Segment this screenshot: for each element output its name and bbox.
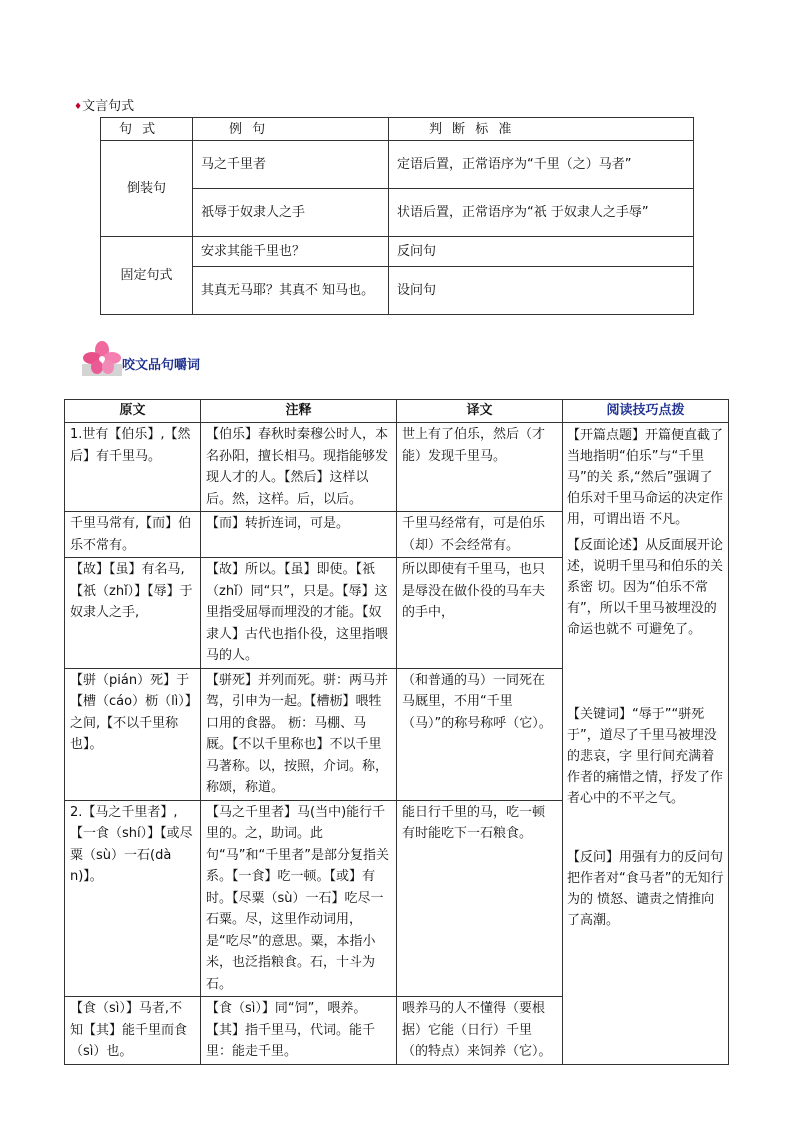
group-name: 倒装句: [101, 141, 193, 237]
original-cell: 【骈（pián）死】于【槽（cáo）枥（lì）】之间,【不以千里称也】。: [65, 668, 201, 800]
notes-cell: 【而】转折连词，可是。: [201, 512, 397, 558]
notes-cell: 【伯乐】春秋时秦穆公时人，本名孙阳，擅长相马。现指能够发现人才的人。【然后】这样以后。然，这样。后，以后。: [201, 423, 397, 512]
notes-cell: 【骈死】并列而死。骈：两马并驾，引申为一起。【槽枥】喂牲口用的食器。 枥：马棚、马厩。【不以千里称也】不以千里马著称。以，按照，介词。称，称颂，称道。: [201, 668, 397, 800]
flower-icon: [82, 340, 122, 376]
original-cell: 【食（sì）】马者,不知【其】能千里而食（sì）也。: [65, 997, 201, 1065]
example-cell: 其真无马耶？其真不 知马也。: [193, 267, 389, 315]
group-name: 固定句式: [101, 237, 193, 315]
notes-cell: 【故】所以。【虽】即使。【祇（zhǐ）同“只”，只是。【辱】这里指受屈辱而埋没的才能。【奴隶人】古代也指仆役，这里指喂马的人。: [201, 558, 397, 669]
translation-cell: 千里马经常有，可是伯乐（却）不会经常有。: [397, 512, 563, 558]
section-title-text: 咬文品句嚼词: [122, 358, 201, 373]
table-row: [65, 423, 729, 512]
example-cell: 马之千里者: [193, 141, 389, 189]
sentence-pattern-table: [100, 117, 694, 315]
judgment-cell: 定语后置，正常语序为“千里（之）马者”: [389, 141, 694, 189]
header-notes: 注释: [201, 400, 397, 423]
header-example: 例 句: [193, 118, 389, 141]
header-original: 原文: [65, 400, 201, 423]
translation-cell: 所以即使有千里马，也只是辱没在做仆役的马车夫的手中，: [397, 558, 563, 669]
table-row: [101, 237, 694, 267]
header-translation: 译文: [397, 400, 563, 423]
notes-cell: 【食（sì）】同“饲”，喂养。【其】指千里马，代词。能千里：能走千里。: [201, 997, 397, 1065]
example-cell: 安求其能千里也？: [193, 237, 389, 267]
diamond-bullet-icon: ♦: [74, 102, 83, 112]
table-header-row: [65, 400, 729, 423]
header-pattern: 句 式: [101, 118, 193, 141]
original-cell: 【故】【虽】有名马,【祇（zhǐ）】【辱】于奴隶人之手,: [65, 558, 201, 669]
header-judgment: 判 断 标 准: [389, 118, 694, 141]
section-title-text: 文言句式: [82, 99, 135, 114]
tip-paragraph: 【开篇点题】开篇便直截了当地指明“伯乐”与“千里马”的关 系,“然后”强调了伯乐对千里马命运的决定作用，可谓出语 不凡。: [567, 428, 724, 527]
header-reading-tips: 阅读技巧点拨: [563, 400, 729, 423]
translation-cell: 世上有了伯乐，然后（才能）发现千里马。: [397, 423, 563, 512]
close-reading-table: [64, 399, 729, 1065]
section-title-sentence-patterns: [74, 99, 134, 115]
tip-paragraph: 【反面论述】从反面展开论述，说明千里马和伯乐的关系密 切。因为“伯乐不常有”，所以千里马被埋没的命运也就不 可避免了。: [567, 538, 724, 637]
original-cell: 1.世有【伯乐】,【然后】有千里马。: [65, 423, 201, 512]
translation-cell: （和普通的马）一同死在马厩里，不用“千里（马）”的称号称呼（它）。: [397, 668, 563, 800]
notes-cell: 【马之千里者】马(当中)能行千里的。之，助词。此句“马”和“千里者”是部分复指关系。【一食】吃一顿。【或】有时。【尽粟（sù）一石】吃尽一石粟。尽，这里作动词用，是“吃尽”的意思。粟，本指小米，也泛指粮食。石，十斗为石。: [201, 800, 397, 997]
reading-tips-cell: [563, 423, 729, 1065]
example-cell: 祇辱于奴隶人之手: [193, 189, 389, 237]
original-cell: 2.【马之千里者】,【一食（shí）】【或尽粟（sù）一石(dàn)】。: [65, 800, 201, 997]
judgment-cell: 设问句: [389, 267, 694, 315]
section-header-close-reading: [82, 340, 282, 376]
translation-cell: 喂养马的人不懂得（要根据）它能（日行）千里（的特点）来饲养（它）。: [397, 997, 563, 1065]
judgment-cell: 反问句: [389, 237, 694, 267]
judgment-cell: 状语后置，正常语序为“祇 于奴隶人之手辱”: [389, 189, 694, 237]
table-header-row: [101, 118, 694, 141]
table-row: [101, 141, 694, 189]
translation-cell: 能日行千里的马，吃一顿有时能吃下一石粮食。: [397, 800, 563, 997]
tip-paragraph: 【关键词】“辱于”“骈死于”，道尽了千里马被埋没的悲哀，字 里行间充满着作者的痛惜之情，抒发了作者心中的不平之气。: [567, 707, 724, 806]
original-cell: 千里马常有,【而】伯乐不常有。: [65, 512, 201, 558]
tip-paragraph: 【反问】用强有力的反问句把作者对“食马者”的无知行为的 愤怒、谴责之情推向了高潮。: [567, 850, 724, 928]
